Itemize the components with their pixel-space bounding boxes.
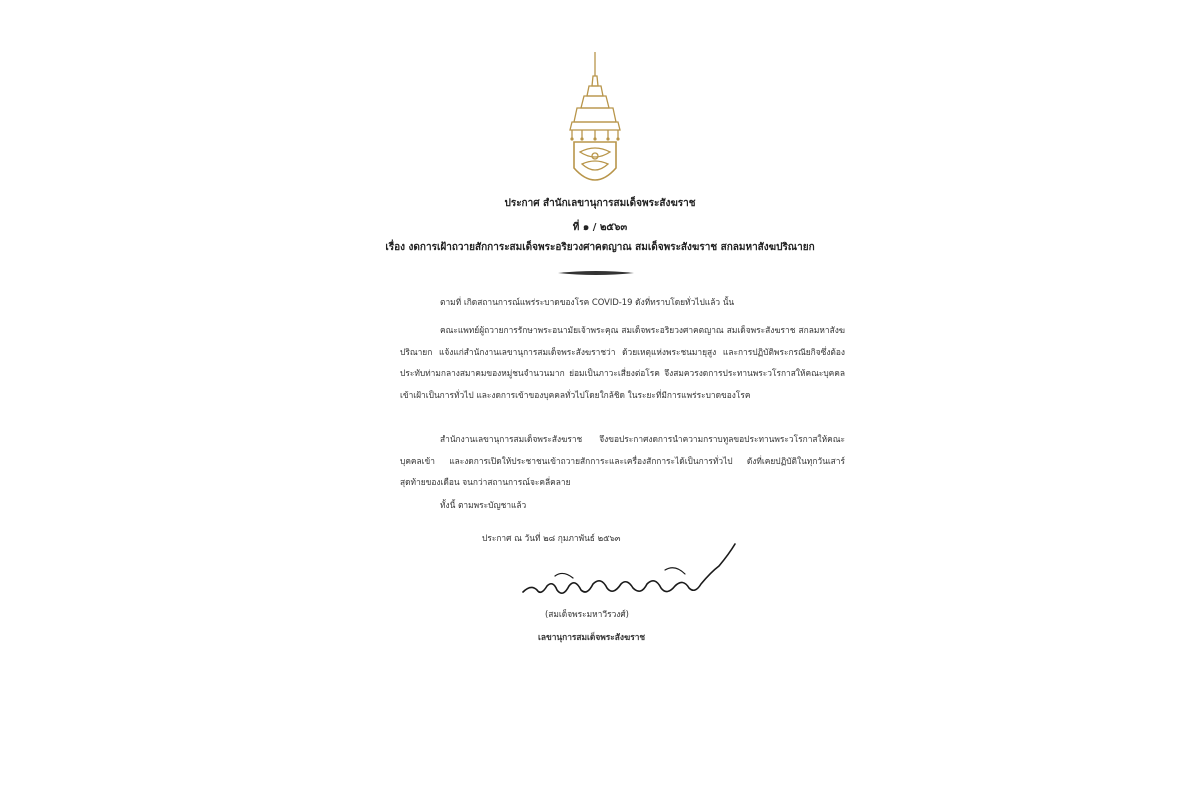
handwritten-signature bbox=[515, 540, 745, 610]
announcement-number: ที่ ๑ / ๒๕๖๓ bbox=[572, 222, 628, 233]
date-line: ประกาศ ณ วันที่ ๒๘ กุมภาพันธ์ ๒๕๖๓ bbox=[482, 533, 621, 543]
temple-spire-emblem-icon bbox=[560, 50, 630, 195]
ornamental-divider bbox=[558, 268, 634, 278]
announcement-heading: ประกาศ สำนักเลขานุการสมเด็จพระสังฆราช bbox=[504, 198, 696, 209]
signatory-name: (สมเด็จพระมหาวีรวงศ์) bbox=[545, 609, 629, 619]
announcement-subject: เรื่อง งดการเฝ้าถวายสักการะสมเด็จพระอริยวงศาคตญาณ สมเด็จพระสังฆราช สกลมหาสังฆปริณายก bbox=[385, 242, 815, 253]
body-paragraph-4: ทั้งนี้ ตามพระบัญชาแล้ว bbox=[440, 500, 527, 510]
body-paragraph-3: สำนักงานเลขานุการสมเด็จพระสังฆราช จึงขอประกาศงดการนำความกราบทูลขอประทานพระวโรกาสให้คณะบุคคลเข้า และงดการเปิดให้ประชาชนเข้าถวายสักการะและเครื่องสักการะได้เป็นการทั่วไป ดังที่เคยปฏิบัติในทุกวันเสาร์สุดท้ายของเดือน จนกว่าสถานการณ์จะคลี่คลาย bbox=[400, 434, 845, 487]
body-paragraph-1: ตามที่ เกิดสถานการณ์แพร่ระบาดของโรค COVID-19 ดังที่ทราบโดยทั่วไปแล้ว นั้น bbox=[440, 297, 735, 307]
body-paragraph-2: คณะแพทย์ผู้ถวายการรักษาพระอนามัยเจ้าพระคุณ สมเด็จพระอริยวงศาคตญาณ สมเด็จพระสังฆราช สกลมหาสังฆปริณายก แจ้งแก่สำนักงานเลขานุการสมเด็จพระสังฆราชว่า ด้วยเหตุแห่งพระชนมายุสูง และการปฏิบัติพระกรณียกิจซึ่งต้องประทับท่ามกลางสมาคมของหมู่ชนจำนวนมาก ย่อมเป็นภาวะเสี่ยงต่อโรค จึงสมควรงดการประทานพระวโรกาสให้คณะบุคคลเข้าเฝ้าเป็นการทั่วไป และงดการเข้าของบุคคลทั่วไปโดยใกล้ชิด ในระยะที่มีการแพร่ระบาดของโรค bbox=[400, 325, 845, 400]
signatory-title: เลขานุการสมเด็จพระสังฆราช bbox=[538, 632, 646, 642]
